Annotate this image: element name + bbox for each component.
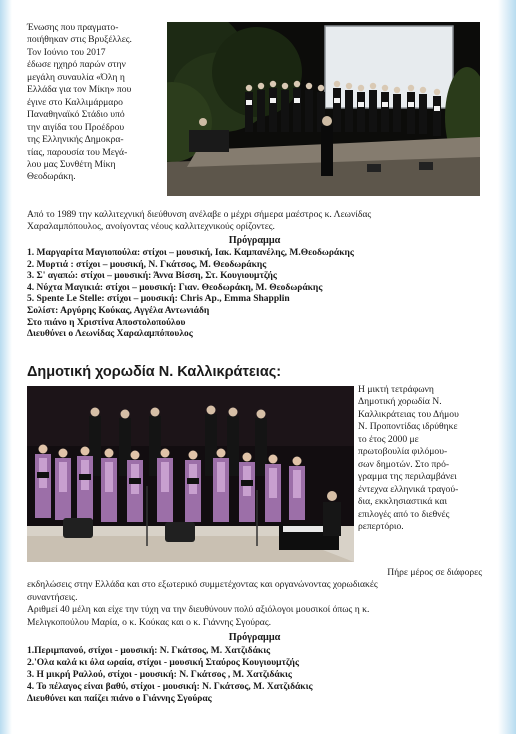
- program1-soloists: Σολίστ: Αργύρης Κούκας, Αγγέλα Αντωνιάδη: [27, 305, 210, 316]
- section2-full-line: Μελιγκοπούλου Μαρία, ο κ. Κούκας και ο κ. Γιάννης Σγούρας.: [27, 616, 272, 628]
- program2-item: 4. Το πέλαγος είναι βαθύ, στίχοι - μουσική: Ν. Γκάτσος, Μ. Χατζιδάκις: [27, 682, 313, 692]
- intro-column-text: [27, 22, 161, 184]
- section2-full-text: [27, 567, 482, 629]
- section2-side-line: γραμμα της περιλαμβάνει: [358, 471, 457, 483]
- program1-item: 4. Νύχτα Μαγικιά: στίχοι – μουσική: Γιαν. Θεοδωράκη, Μ. Θεοδωράκης: [27, 282, 323, 293]
- program1-title: Πρόγραμμα: [228, 235, 281, 246]
- intro-line: έδωσε ηχηρό παρών στην: [27, 59, 126, 71]
- section2-full-line: Αριθμεί 40 μέλη και είχε την τύχη να την διευθύνουν πολύ αξιόλογοι μουσικοί όπως η κ.: [27, 604, 370, 616]
- section2-side-text: [358, 384, 482, 533]
- intro-line: έγινε στο Καλλιμάρμαρο: [27, 96, 123, 108]
- intro-line: τίας, παρουσία του Μεγά-: [27, 146, 128, 158]
- section2-side-line: δια, εκκλησιαστικά και: [358, 496, 448, 508]
- program1-item: 5. Spente Le Stelle: στίχοι – μουσική: Chris Ap., Emma Shapplin: [27, 294, 290, 305]
- section2-side-line: το έτος 2000 με: [358, 433, 419, 445]
- program2-conductor: Διευθύνει και παίζει πιάνο ο Γιάννης Σγούρας: [27, 694, 212, 704]
- kallikrateia-choir-photo-art: [27, 386, 354, 562]
- program2-item: 2.'Ολα καλά κι όλα ωραία, στίχοι - μουσική Σταύρος Κουγιουμτζής: [27, 658, 299, 668]
- intro-line: λου μας Συνθέτη Μίκη: [27, 158, 116, 170]
- intro-line: της Ελληνικής Δημοκρα-: [27, 134, 124, 146]
- intro-line: Θεοδωράκη.: [27, 171, 76, 183]
- section2-side-line: επιλογές από το διεθνές: [358, 508, 450, 520]
- intro-full-line: Χαραλαμπόπουλος, ανοίγοντας νέους καλλιτεχνικούς ορίζοντες.: [27, 221, 275, 233]
- section2-side-line: σων δημοτών. Στο πρό-: [358, 458, 450, 470]
- intro-full-text: [27, 209, 482, 234]
- program2-item: 3. Η μικρή Ραλλού, στίχοι - μουσική: Ν. Γκάτσος , Μ. Χατζιδάκις: [27, 670, 292, 680]
- intro-line: την αιγίδα του Προέδρου: [27, 121, 125, 133]
- choir-stage-photo: [167, 22, 480, 196]
- program2-item: 1.Περιμπανού, στίχοι - μουσική: Ν. Γκάτσος, Μ. Χατζιδάκις: [27, 646, 271, 656]
- program1-list: [27, 248, 487, 341]
- intro-line: ποιήθηκαν στις Βρυξέλλες.: [27, 34, 132, 46]
- section2-side-line: Δημοτική χορωδία Ν.: [358, 396, 442, 408]
- intro-line: μεγάλη συναυλία «Όλη η: [27, 71, 125, 83]
- program2-list: [27, 645, 487, 705]
- intro-line: Παναθηναϊκό Στάδιο υπό: [27, 109, 125, 121]
- kallikrateia-choir-photo: [27, 386, 354, 562]
- program2-title: Πρόγραμμα: [228, 632, 281, 643]
- program1-item: 1. Μαργαρίτα Μαγιοπούλα: στίχοι – μουσική, Ιακ. Καμπανέλης, Μ.Θεοδωράκης: [27, 248, 354, 258]
- intro-line: Ένωσης που πραγματο-: [27, 22, 119, 33]
- section2-side-line: Καλλικράτειας του Δήμου: [358, 408, 459, 420]
- section2-heading: Δημοτική χορωδία Ν. Καλλικράτειας:: [27, 364, 282, 380]
- section2-side-line: έντεχνα ελληνικά τραγού-: [358, 483, 459, 495]
- section2-full-line: εκδηλώσεις στην Ελλάδα και στο εξωτερικό συμμετέχοντας και οργανώνοντας χορωδιακές: [27, 579, 378, 591]
- program1-conductor: Διευθύνει ο Λεωνίδας Χαραλαμπόπουλος: [27, 329, 193, 340]
- intro-line: Τον Ιούνιο του 2017: [27, 46, 106, 58]
- intro-full-line: Από το 1989 την καλλιτεχνική διεύθυνση ανέλαβε ο μέχρι σήμερα μαέστρος κ. Λεωνίδας: [27, 209, 372, 220]
- section2-full-line: συναντήσεις.: [27, 591, 78, 603]
- program1-item: 3. Σ' αγαπώ: στίχοι – μουσική: Άννα Βίσση, Στ. Κουγιουμτζής: [27, 271, 277, 282]
- section2-side-line: Η μικτή τετράφωνη: [358, 384, 434, 395]
- section2-side-line: πρωτοβουλία φιλόμου-: [358, 446, 448, 458]
- program1-item: 2. Μυρτιά : στίχοι – μουσική, Ν. Γκάτσος, Μ. Θεοδωράκης: [27, 259, 267, 270]
- section2-side-line: Ν. Προποντίδας ιδρύθηκε: [358, 421, 458, 433]
- section2-full-line: Πήρε μέρος σε διάφορες: [387, 567, 482, 578]
- choir-stage-photo-art: [167, 22, 480, 196]
- intro-line: Ελλάδα για τον Μίκη» που: [27, 84, 132, 96]
- section2-side-line: ρεπερτόριο.: [358, 520, 404, 532]
- program1-piano: Στο πιάνο η Χριστίνα Αποστολοπούλου: [27, 317, 186, 328]
